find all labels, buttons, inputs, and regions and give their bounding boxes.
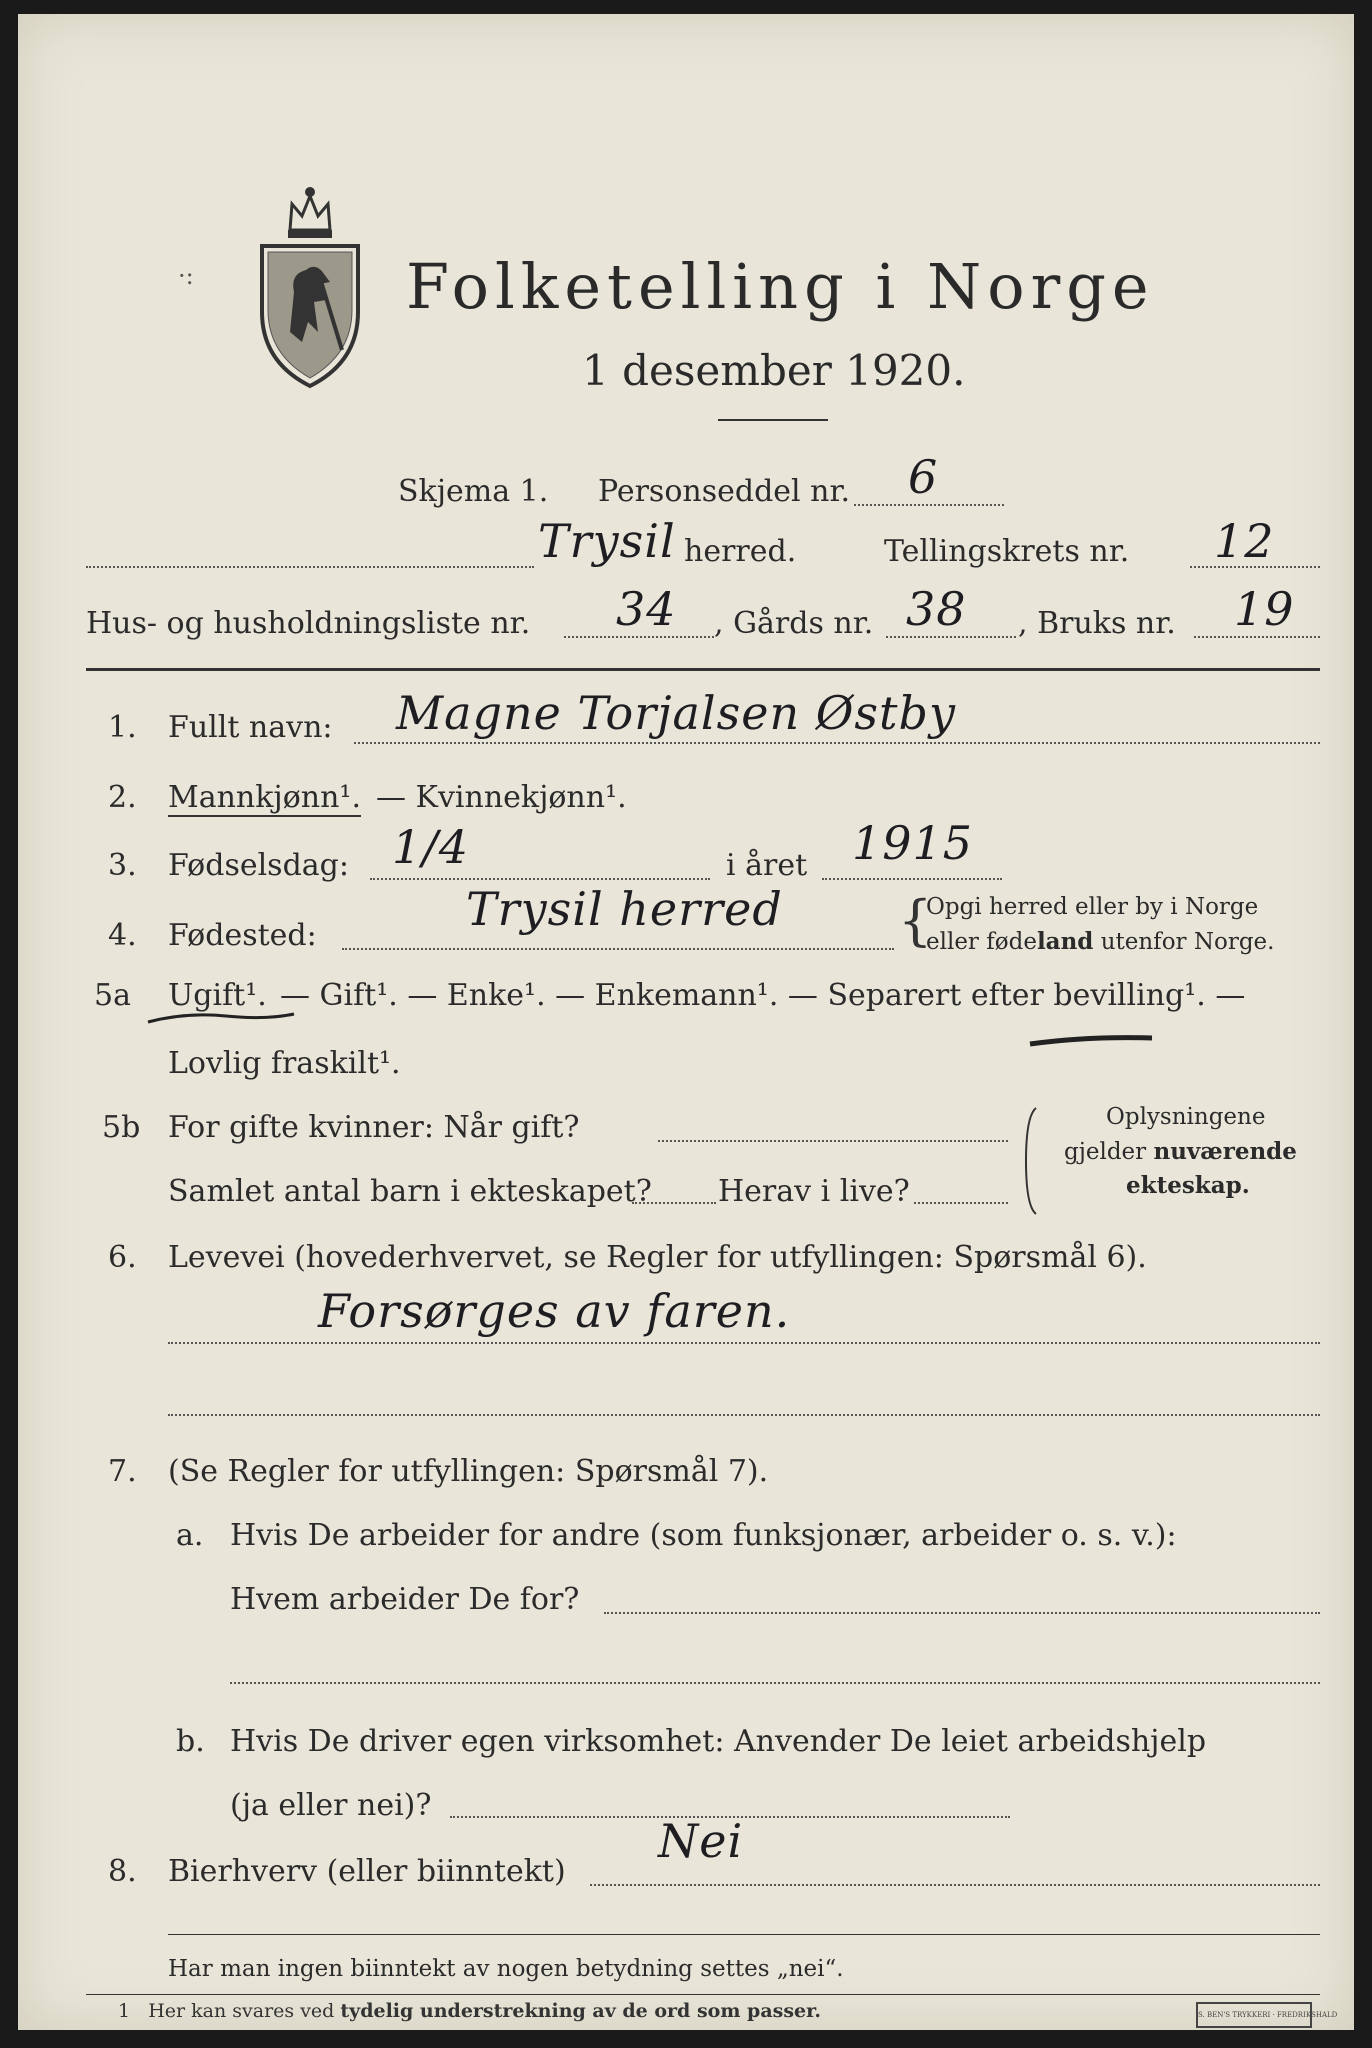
q4-label: Fødested:	[168, 918, 317, 953]
gards-label: , Gårds nr.	[714, 606, 874, 641]
q5a-number: 5a	[94, 978, 131, 1013]
q1-number: 1.	[108, 710, 137, 745]
unmarried-underline-mark	[146, 1008, 296, 1028]
gards-value: 38	[906, 582, 967, 636]
q6-label: Levevei (hovederhvervet, se Regler for utfyllingen: Spørsmål 6).	[168, 1240, 1147, 1275]
marital-unmarried-option: Ugift¹.	[168, 978, 267, 1013]
personseddel-value: 6	[908, 450, 939, 504]
header-divider	[86, 668, 1320, 671]
printer-stamp: S. BEN'S TRYKKERI · FREDRIKSHALD	[1196, 2002, 1312, 2028]
side-income-value: Nei	[658, 1814, 744, 1868]
margin-mark: ·:	[178, 262, 194, 290]
q4-note-line1: Opgi herred eller by i Norge	[926, 894, 1259, 920]
household-list-value: 34	[616, 582, 677, 636]
q2-number: 2.	[108, 780, 137, 815]
personseddel-label: Personseddel nr.	[598, 474, 851, 509]
q7b-label: Hvis De driver egen virksomhet: Anvender De leiet arbeidshjelp	[230, 1724, 1207, 1759]
footer-divider	[168, 1934, 1320, 1935]
q5b-note-line1: Oplysningene	[1106, 1104, 1266, 1130]
marital-other-options: — Gift¹. — Enke¹. — Enkemann¹. — Separert efter bevilling¹. —	[280, 978, 1246, 1013]
q8-number: 8.	[108, 1854, 137, 1889]
q7b-letter: b.	[176, 1724, 205, 1759]
footnote-divider	[86, 1994, 1320, 1995]
coat-of-arms-icon	[250, 182, 370, 392]
q7a-letter: a.	[176, 1518, 204, 1553]
q4-brace: {	[898, 889, 933, 952]
tellingskrets-value: 12	[1214, 514, 1275, 568]
footnote: 1 Her kan svares ved tydelig understrekning av de ord som passer.	[118, 2000, 821, 2022]
q6-number: 6.	[108, 1240, 137, 1275]
q5b-number: 5b	[102, 1110, 141, 1145]
birthday-value: 1/4	[392, 820, 470, 874]
q5b-note-line2: gjelder nuværende	[1064, 1138, 1297, 1165]
q3-year-label: i året	[726, 848, 808, 883]
full-name-value: Magne Torjalsen Østby	[396, 686, 956, 740]
q7b-hired-help-label: (ja eller nei)?	[230, 1788, 432, 1823]
herred-label: herred.	[684, 534, 797, 569]
herred-value: Trysil	[538, 514, 676, 568]
q7-label: (Se Regler for utfyllingen: Spørsmål 7).	[168, 1454, 769, 1489]
q3-number: 3.	[108, 848, 137, 883]
census-form-page	[18, 14, 1354, 2030]
occupation-value: Forsørges av faren.	[318, 1284, 791, 1338]
birth-year-value: 1915	[852, 816, 974, 870]
q7a-employer-label: Hvem arbeider De for?	[230, 1582, 580, 1617]
q5b-children-label: Samlet antal barn i ekteskapet?	[168, 1174, 652, 1209]
q5b-note-line3: ekteskap.	[1126, 1172, 1250, 1199]
census-date: 1 desember 1920.	[582, 346, 966, 395]
q8-label: Bierhverv (eller biinntekt)	[168, 1854, 566, 1889]
marital-divorced-option: Lovlig fraskilt¹.	[168, 1046, 401, 1081]
title-divider	[718, 419, 828, 421]
q3-label: Fødselsdag:	[168, 848, 349, 883]
bruks-value: 19	[1234, 582, 1295, 636]
q5b-label: For gifte kvinner: Når gift?	[168, 1110, 580, 1145]
q7-number: 7.	[108, 1454, 137, 1489]
q4-number: 4.	[108, 918, 137, 953]
birthplace-value: Trysil herred	[466, 882, 783, 936]
q5b-bracket-left	[1022, 1106, 1040, 1216]
gender-male-option: Mannkjønn¹.	[168, 780, 361, 815]
q5b-alive-label: Herav i live?	[718, 1174, 910, 1209]
q7a-label: Hvis De arbeider for andre (som funksjonær, arbeider o. s. v.):	[230, 1518, 1177, 1553]
q4-note-line2: eller fødeland utenfor Norge.	[926, 928, 1275, 955]
tellingskrets-label: Tellingskrets nr.	[884, 534, 1130, 569]
schema-label: Skjema 1.	[398, 474, 549, 509]
q1-label: Fullt navn:	[168, 710, 333, 745]
page-title: Folketelling i Norge	[406, 250, 1155, 323]
household-list-label: Hus- og husholdningsliste nr.	[86, 606, 531, 641]
dash-mark	[1028, 1032, 1154, 1050]
gender-female-option: — Kvinnekjønn¹.	[376, 780, 627, 815]
footer-note: Har man ingen biinntekt av nogen betydning settes „nei“.	[168, 1956, 844, 1982]
bruks-label: , Bruks nr.	[1018, 606, 1176, 641]
